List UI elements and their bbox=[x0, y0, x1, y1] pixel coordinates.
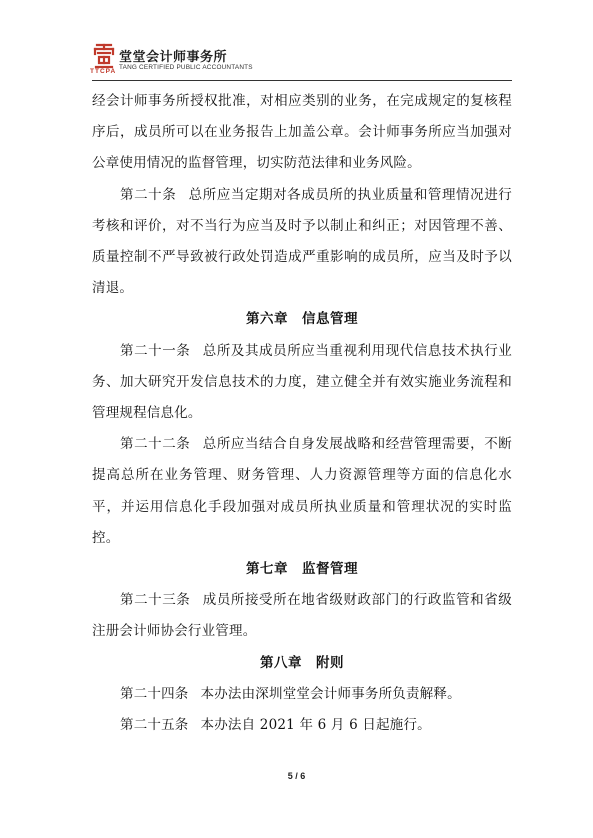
page-number: 5 / 6 bbox=[287, 771, 306, 781]
article-22 bbox=[92, 429, 512, 554]
article-number: 第二十四条 bbox=[120, 685, 189, 702]
chapter-title: 监督管理 bbox=[302, 561, 358, 578]
page-header bbox=[92, 39, 512, 83]
article-24 bbox=[92, 679, 512, 710]
article-number: 第二十一条 bbox=[120, 342, 191, 359]
article-text: 总所应当结合自身发展战略和经营管理需要，不断提高总所在业务管理、财务管理、人力资源管理等方面的信息化水平，并运用信息化手段加强对成员所执业质量和管理状况的实时监控。 bbox=[92, 436, 512, 546]
firm-name: 堂堂会计师事务所 bbox=[119, 50, 228, 65]
chapter-number: 第六章 bbox=[246, 311, 288, 328]
ttcpa-seal-logo-icon bbox=[92, 42, 116, 70]
firm-english-name: TANG CERTIFIED PUBLIC ACCOUNTANTS bbox=[119, 64, 253, 71]
chapter-heading bbox=[92, 648, 512, 679]
article-21 bbox=[92, 336, 512, 430]
chapter-title: 附则 bbox=[316, 654, 344, 671]
paragraph-continued: 经会计师事务所授权批准，对相应类别的业务，在完成规定的复核程序后，成员所可以在业务报告上加盖公章。会计师事务所应当加强对公章使用情况的监督管理，切实防范法律和业务风险。 bbox=[92, 93, 512, 172]
article-text: 本办法由深圳堂堂会计师事务所负责解释。 bbox=[200, 685, 461, 702]
chapter-heading bbox=[92, 554, 512, 585]
article-number: 第二十三条 bbox=[120, 592, 191, 609]
article-text: 总所及其成员所应当重视利用现代信息技术执行业务、加大研究开发信息技术的力度，建立健全并有效实施业务流程和管理规程信息化。 bbox=[92, 342, 512, 422]
article-text: 总所应当定期对各成员所的执业质量和管理情况进行考核和评价，对不当行为应当及时予以制止和纠正；对因管理不善、质量控制不严导致被行政处罚造成严重影响的成员所，应当及时予以清退。 bbox=[92, 186, 512, 297]
article-number: 第二十条 bbox=[120, 186, 177, 203]
article-text: 本办法自 2021 年 6 月 6 日起施行。 bbox=[200, 717, 431, 734]
chapter-title: 信息管理 bbox=[302, 311, 358, 328]
article-text: 成员所接受所在地省级财政部门的行政监管和省级注册会计师协会行业管理。 bbox=[92, 592, 512, 640]
chapter-number: 第八章 bbox=[260, 654, 302, 671]
chapter-number: 第七章 bbox=[246, 561, 288, 578]
chapter-heading bbox=[92, 304, 512, 335]
article-25 bbox=[92, 710, 512, 741]
article-23 bbox=[92, 585, 512, 647]
article-number: 第二十五条 bbox=[120, 717, 189, 734]
logo-abbreviation: TTCPA bbox=[90, 68, 117, 75]
article-20 bbox=[92, 180, 512, 305]
document-body bbox=[92, 86, 512, 741]
header-divider bbox=[92, 80, 512, 81]
article-number: 第二十二条 bbox=[120, 436, 191, 453]
